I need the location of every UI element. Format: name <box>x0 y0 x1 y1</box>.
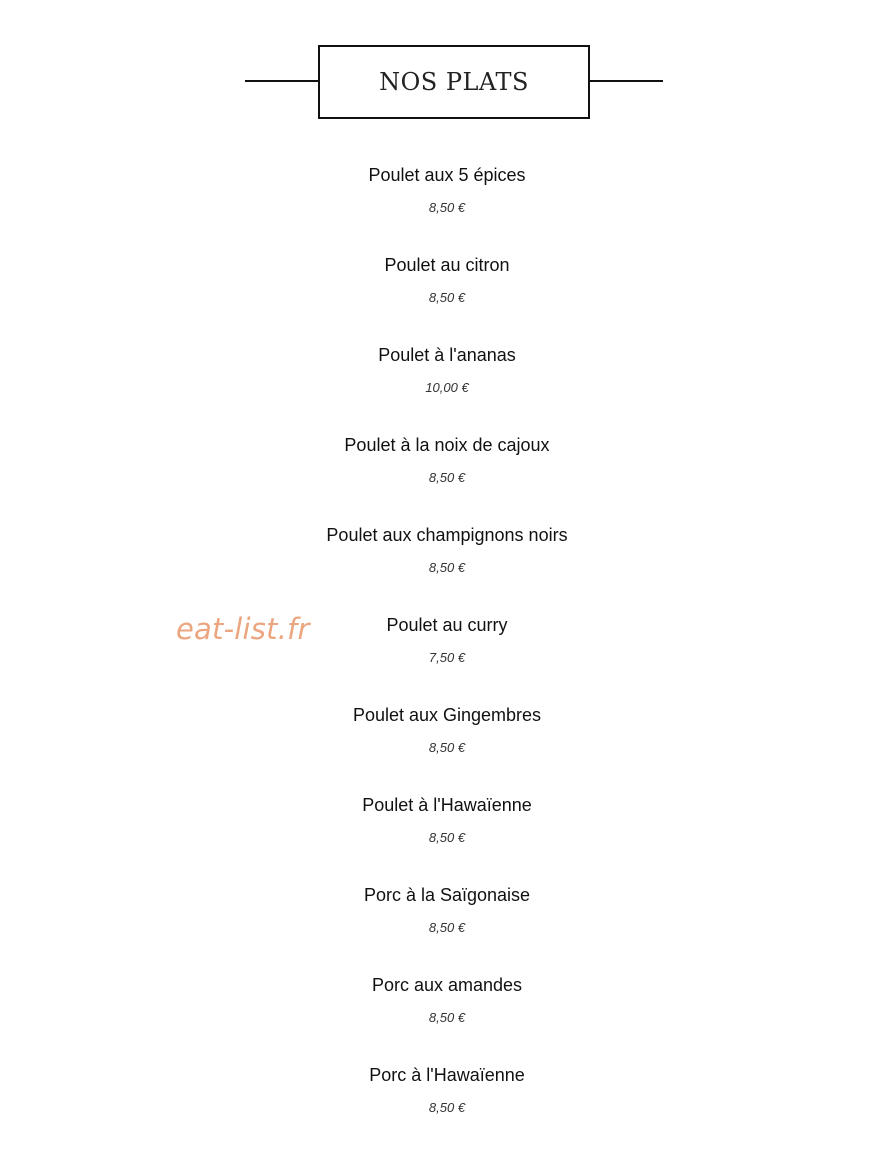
dish-item <box>0 1063 894 1153</box>
dish-price: 8,50 € <box>428 830 466 845</box>
dish-item <box>0 253 894 343</box>
dish-price: 8,50 € <box>428 290 466 305</box>
dish-item <box>0 883 894 973</box>
dish-price: 8,50 € <box>428 1100 466 1115</box>
dish-list <box>0 163 894 1153</box>
dish-price: 8,50 € <box>428 470 466 485</box>
dish-price: 8,50 € <box>428 920 466 935</box>
dish-price: 10,00 € <box>425 380 469 395</box>
dish-name: Poulet à la noix de cajoux <box>344 435 550 455</box>
section-title: NOS PLATS <box>379 68 529 96</box>
dish-price: 8,50 € <box>428 560 466 575</box>
dish-item <box>0 973 894 1063</box>
dish-item <box>0 793 894 883</box>
dish-name: Poulet aux champignons noirs <box>326 525 568 545</box>
dish-price: 8,50 € <box>428 1010 466 1025</box>
dish-name: Poulet aux 5 épices <box>368 165 526 185</box>
dish-item <box>0 343 894 433</box>
dish-item <box>0 433 894 523</box>
dish-item <box>0 613 894 703</box>
dish-name: Poulet au curry <box>386 615 508 635</box>
dish-name: Poulet aux Gingembres <box>352 705 542 725</box>
dish-price: 7,50 € <box>428 650 466 665</box>
dish-price: 8,50 € <box>428 740 466 755</box>
section-header <box>0 45 894 118</box>
dish-name: Poulet à l'Hawaïenne <box>362 795 532 815</box>
section-title-box <box>318 45 590 119</box>
dish-item <box>0 523 894 613</box>
dish-name: Porc aux amandes <box>371 975 523 995</box>
header-rule-left <box>245 80 319 82</box>
header-rule-right <box>589 80 663 82</box>
dish-item <box>0 163 894 253</box>
dish-name: Porc à la Saïgonaise <box>363 885 531 905</box>
dish-name: Poulet au citron <box>384 255 510 275</box>
dish-item <box>0 703 894 793</box>
dish-name: Porc à l'Hawaïenne <box>369 1065 525 1085</box>
dish-name: Poulet à l'ananas <box>378 345 516 365</box>
dish-price: 8,50 € <box>428 200 466 215</box>
watermark: eat-list.fr <box>176 612 310 646</box>
